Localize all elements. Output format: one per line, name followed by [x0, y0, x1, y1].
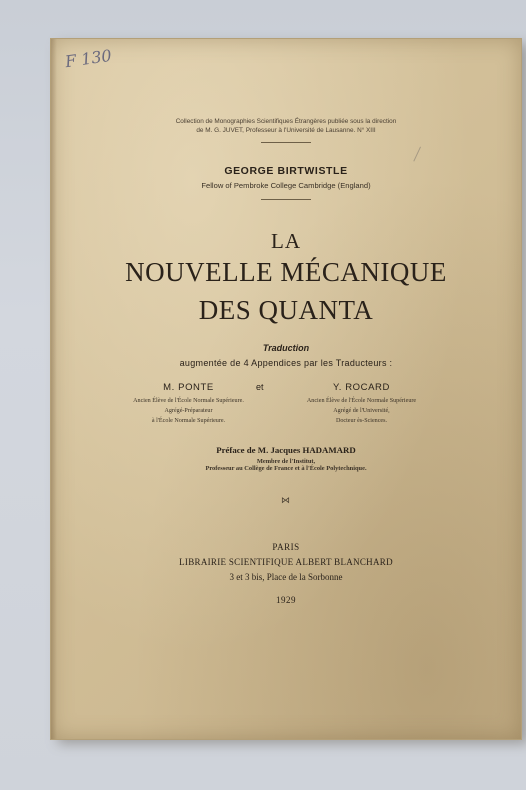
translator-credential: Ancien Élève de l'École Normale Supérieure — [306, 398, 417, 404]
title-line-sub: DES QUANTA — [198, 295, 374, 325]
preface-author: Préface de M. Jacques HADAMARD — [216, 445, 356, 455]
spine-edge — [51, 39, 57, 739]
publisher-address: 3 et 3 bis, Place de la Sorbonne — [229, 572, 343, 582]
book-cover — [50, 38, 522, 740]
translator-credential: Docteur ès-Sciences. — [335, 418, 388, 424]
translators-intro: augmentée de 4 Appendices par les Traducteurs : — [179, 358, 393, 368]
author-affiliation: Fellow of Pembroke College Cambridge (England) — [201, 181, 371, 190]
collection-note — [51, 117, 521, 135]
collection-line-2: de M. G. JUVET, Professeur à l'Université de Lausanne. N° XIII — [196, 127, 376, 134]
translator-name: M. PONTE — [163, 382, 214, 393]
publication-city: PARIS — [272, 542, 300, 552]
translation-label: Traduction — [262, 343, 310, 353]
author-name: GEORGE BIRTWISTLE — [224, 165, 348, 177]
translator-credential: Agrégé-Préparateur — [164, 408, 213, 414]
translator-name: Y. ROCARD — [333, 382, 390, 393]
publication-year: 1929 — [276, 595, 296, 605]
divider-rule — [261, 142, 311, 143]
collection-line-1: Collection de Monographies Scientifiques Étrangères publiée sous la direction — [175, 118, 397, 125]
fleuron-ornament: ⋈ — [281, 495, 291, 505]
handwritten-inventory-number: F 130 — [63, 45, 113, 72]
publisher-name: LIBRAIRIE SCIENTIFIQUE ALBERT BLANCHARD — [179, 557, 393, 567]
translator-rocard — [279, 382, 444, 426]
translator-credential: Ancien Élève de l'École Normale Supérieure. — [133, 398, 244, 404]
preface-credential: Membre de l'Institut, — [256, 458, 316, 465]
preface-credential: Professeur au Collège de France et à l'École Polytechnique. — [205, 465, 367, 472]
divider-rule — [261, 199, 311, 200]
preface-credit — [51, 445, 521, 472]
title-line-la: LA — [271, 229, 301, 253]
title-line-main: NOUVELLE MÉCANIQUE — [125, 257, 447, 287]
conjunction-et: et — [256, 382, 264, 392]
translator-credential: Agrégé de l'Université, — [333, 408, 390, 414]
translator-credential: à l'École Normale Supérieure. — [151, 418, 226, 424]
translator-ponte — [111, 382, 266, 426]
